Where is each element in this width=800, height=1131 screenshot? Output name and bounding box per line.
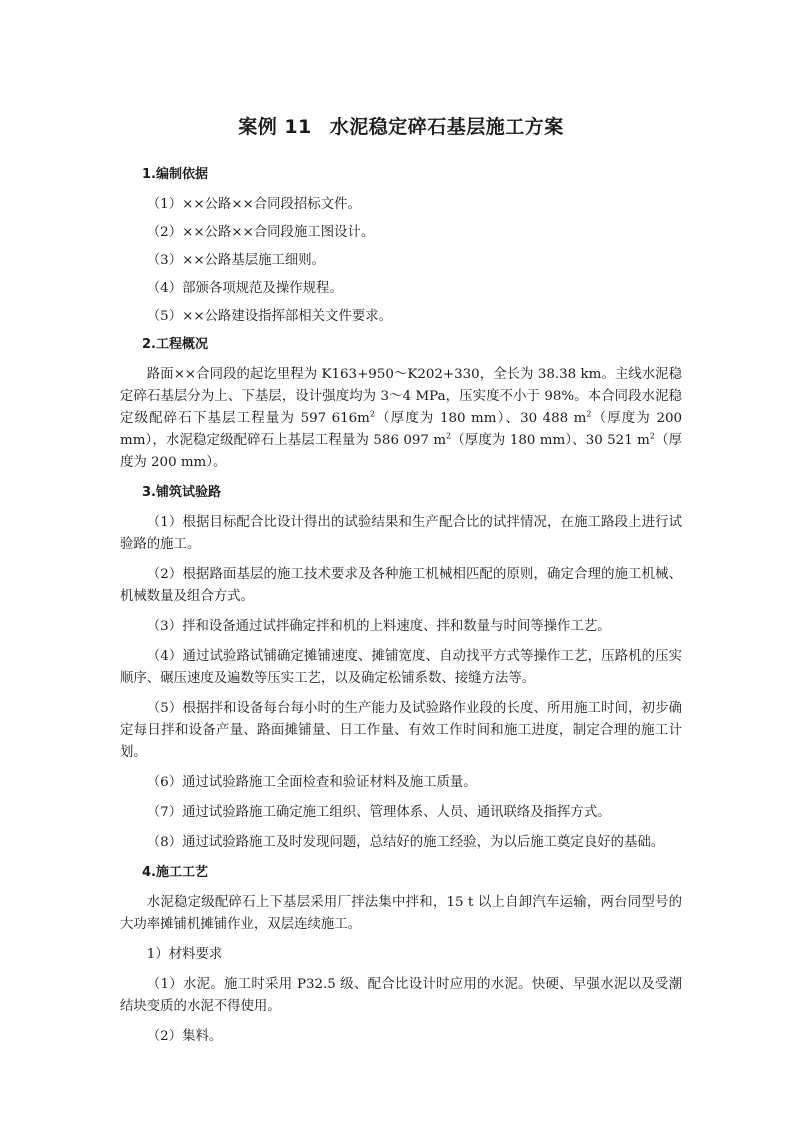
section-heading: 4.施工工艺 (142, 865, 208, 880)
title-case-number: 案例 11 (238, 116, 312, 138)
page-title (120, 112, 682, 142)
title-text: 水泥稳定碎石基层施工方案 (329, 116, 564, 138)
list-item: （3）拌和设备通过试拌确定拌和机的上料速度、拌和数量与时间等操作工艺。 (146, 619, 611, 634)
superscript: 2 (586, 409, 592, 419)
list-item: （1）根据目标配合比设计得出的试验结果和生产配合比的试拌情况，在施工路段上进行试验路的施工。 (120, 515, 682, 552)
paragraph (120, 364, 682, 474)
document-page (120, 112, 682, 1056)
superscript: 2 (446, 431, 452, 441)
superscript: 2 (369, 409, 375, 419)
text-run: （厚度为 200 mm）。 (120, 433, 682, 470)
text-run: （厚度为 180 mm）、30 488 m (374, 411, 587, 426)
section-heading: 3.铺筑试验路 (142, 485, 221, 500)
superscript: 2 (649, 431, 655, 441)
text-run: （厚度为 180 mm）、30 521 m (451, 433, 650, 448)
list-item: （6）通过试验路施工全面检查和验证材料及施工质量。 (146, 775, 477, 790)
list-item: （5）××公路建设指挥部相关文件要求。 (146, 309, 393, 324)
text-run: （厚度为 200 mm），水泥稳定级配碎石上基层工程量为 586 097 m (120, 411, 682, 448)
section-heading: 2.工程概况 (142, 337, 208, 352)
subheading: 1）材料要求 (146, 947, 223, 962)
list-item: （4）通过试验路试铺确定摊铺速度、摊铺宽度、自动找平方式等操作工艺，压路机的压实顺序、碾压速度及遍数等压实工艺，以及确定松铺系数、接缝方法等。 (120, 649, 682, 686)
list-item: （4）部颁各项规范及操作规程。 (146, 281, 343, 296)
list-item: （2）××公路××合同段施工图设计。 (146, 225, 375, 240)
section-heading: 1.编制依据 (142, 167, 208, 182)
list-item: （7）通过试验路施工确定施工组织、管理体系、人员、通讯联络及指挥方式。 (146, 805, 611, 820)
list-item: （5）根据拌和设备每台每小时的生产能力及试验路作业段的长度、所用施工时间，初步确定每日拌和设备产量、路面摊铺量、日工作量、有效工作时间和施工进度，制定合理的施工计划。 (120, 701, 682, 760)
paragraph: 水泥稳定级配碎石上下基层采用厂拌法集中拌和，15 t 以上自卸汽车运输，两台同型号的大功率摊铺机摊铺作业，双层连续施工。 (120, 895, 682, 932)
list-item: （1）××公路××合同段招标文件。 (146, 197, 361, 212)
list-item: （3）××公路基层施工细则。 (146, 253, 326, 268)
list-item: （2）集料。 (146, 1029, 223, 1044)
list-item: （8）通过试验路施工及时发现问题，总结好的施工经验，为以后施工奠定良好的基础。 (146, 835, 665, 850)
list-item: （1）水泥。施工时采用 P32.5 级、配合比设计时应用的水泥。快硬、早强水泥以及受潮结块变质的水泥不得使用。 (120, 977, 682, 1014)
list-item: （2）根据路面基层的施工技术要求及各种施工机械相匹配的原则，确定合理的施工机械、机械数量及组合方式。 (120, 567, 682, 604)
text-run: 路面××合同段的起讫里程为 K163+950～K202+330，全长为 38.38 km。主线水泥稳定碎石基层分为上、下基层，设计强度均为 3～4 MPa，压实度不小于 98%。本合同段水泥稳定级配碎石下基层工程量为 597 616m (120, 367, 682, 426)
